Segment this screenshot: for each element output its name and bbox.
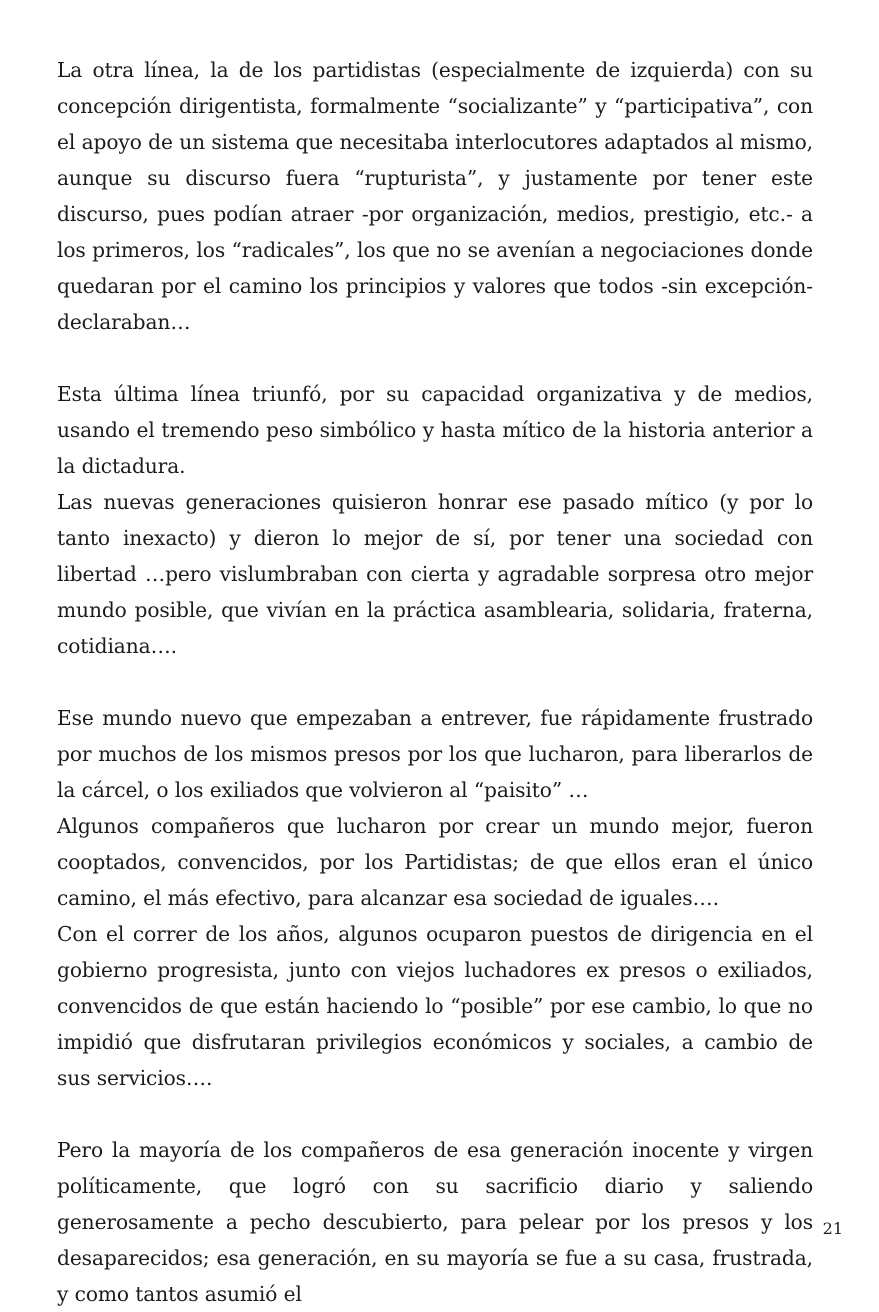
page-body (57, 52, 813, 1312)
paragraph: Pero la mayoría de los compañeros de esa generación inocente y virgen políticamente, que logró con su sacrificio diario y saliendo generosamente a pecho descubierto, para pelear por los presos y los desaparecidos; esa generación, en su mayoría se fue a su casa, frustrada, y como tantos asumió el (57, 1138, 813, 1306)
paragraph: Ese mundo nuevo que empezaban a entrever, fue rápidamente frustrado por muchos de los mismos presos por los que lucharon, para liberarlos de la cárcel, o los exiliados que volvieron al “paisito” … (57, 706, 813, 802)
paragraph: Esta última línea triunfó, por su capacidad organizativa y de medios, usando el tremendo peso simbólico y hasta mítico de la historia anterior a la dictadura. (57, 382, 813, 478)
paragraph: La otra línea, la de los partidistas (especialmente de izquierda) con su concepción dirigentista, formalmente “socializante” y “participativa”, con el apoyo de un sistema que necesitaba interlocutores adaptados al mismo, aunque su discurso fuera “rupturista”, y justamente por tener este discurso, pues podían atraer -por organización, medios, prestigio, etc.- a los primeros, los “radicales”, los que no se avenían a negociaciones donde quedaran por el camino los principios y valores que todos -sin excepción- declaraban… (57, 58, 813, 334)
page-number: 21 (822, 1219, 843, 1238)
paragraph: Las nuevas generaciones quisieron honrar ese pasado mítico (y por lo tanto inexacto) y dieron lo mejor de sí, por tener una sociedad con libertad …pero vislumbraban con cierta y agradable sorpresa otro mejor mundo posible, que vivían en la práctica asamblearia, solidaria, fraterna, cotidiana…. (57, 490, 813, 658)
paragraph: Con el correr de los años, algunos ocuparon puestos de dirigencia en el gobierno progresista, junto con viejos luchadores ex presos o exiliados, convencidos de que están haciendo lo “posible” por ese cambio, lo que no impidió que disfrutaran privilegios económicos y sociales, a cambio de sus servicios…. (57, 922, 813, 1090)
paragraph: Algunos compañeros que lucharon por crear un mundo mejor, fueron cooptados, convencidos, por los Partidistas; de que ellos eran el único camino, el más efectivo, para alcanzar esa sociedad de iguales…. (57, 814, 813, 910)
